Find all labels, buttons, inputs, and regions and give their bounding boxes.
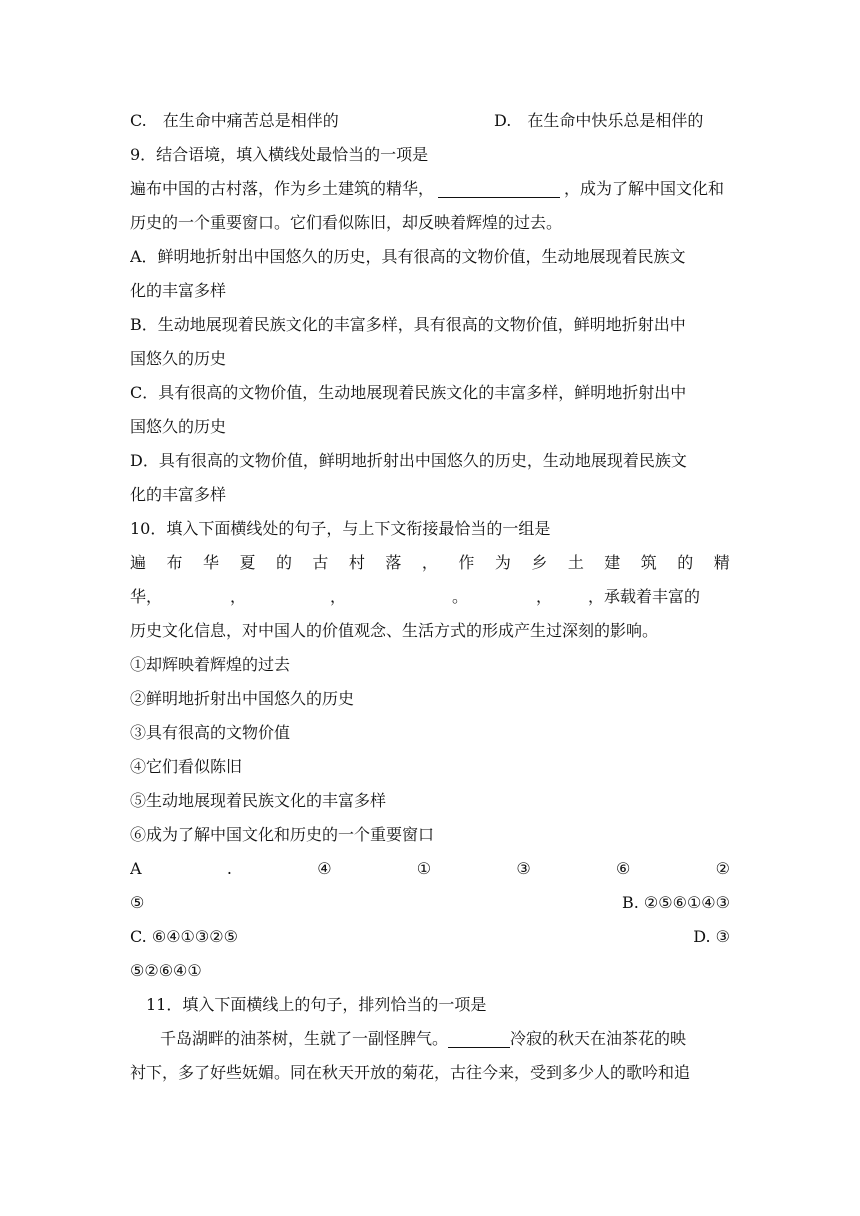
q9-option-a-line-2: 化的丰富多样 [130,281,227,300]
q9-option-b-line-2: 国悠久的历史 [130,349,227,368]
q10-answer-line-1 [130,852,730,886]
q9-passage-text-b: ，成为了解中国文化和 [564,179,725,198]
q10-blank-sep: 华， [130,587,163,606]
q10-answer-line-3 [130,920,730,954]
q11-passage-line-2: 衬下，多了好些妩媚。同在秋天开放的菊花，古往今来，受到多少人的歌吟和追 [130,1063,691,1082]
q9-option-b-line-1: B．生动地展现着民族文化的丰富多样，具有很高的文物价值，鲜明地折射出中 [130,315,686,334]
q10-answer-token: ⑤ [130,893,145,912]
q10-char: 华 [202,553,219,572]
q10-item-2: ②鲜明地折射出中国悠久的历史 [130,689,355,708]
q10-blank-sep: ， [330,587,347,606]
q10-char: 的 [275,553,292,572]
q10-char: 为 [494,553,511,572]
q9-passage-text-a: 遍布中国的古村落，作为乡土建筑的精华， [130,179,435,198]
q11-answer-blank [448,1025,510,1048]
q10-answer-token: ④ [317,859,332,878]
q10-blank-sep: 。 [452,587,469,606]
q10-char: 的 [677,553,694,572]
q10-answer-token: A [130,859,142,878]
q10-answer-option-d: D. ③ [693,927,730,946]
q10-item-5: ⑤生动地展现着民族文化的丰富多样 [130,791,387,810]
q9-answer-blank [438,175,560,198]
q10-blank-sep: ，承载着丰富的 [588,587,701,606]
q10-answer-token: ③ [516,859,531,878]
q11-passage-text-b: 冷寂的秋天在油茶花的映 [510,1029,687,1048]
q10-char: 精 [713,553,730,572]
q8-options-row [130,104,730,138]
q10-char: 土 [567,553,584,572]
q10-item-3: ③具有很高的文物价值 [130,723,291,742]
q10-passage-line-3: 历史文化信息，对中国人的价值观念、生活方式的形成产生过深刻的影响。 [130,621,659,640]
q9-option-c-line-1: C．具有很高的文物价值，生动地展现着民族文化的丰富多样，鲜明地折射出中 [130,383,687,402]
q10-blank-sep: ， [536,587,553,606]
q10-answer-token: ⑥ [616,859,631,878]
q9-option-d-line-2: 化的丰富多样 [130,485,227,504]
q8-option-d: D. 在生命中快乐总是相伴的 [494,111,704,130]
q10-answer-option-c: C. ⑥④①③②⑤ [130,927,238,946]
q10-char: 作 [458,553,475,572]
q10-char: 村 [348,553,365,572]
q10-char: 乡 [531,553,548,572]
q10-answer-token: ② [715,859,730,878]
q11-stem: 11．填入下面横线上的句子，排列恰当的一项是 [146,995,487,1014]
q10-passage-line-2 [130,580,730,614]
q10-answer-line-4: ⑤②⑥④① [130,961,202,980]
q9-stem: 9．结合语境，填入横线处最恰当的一项是 [130,145,429,164]
q10-answer-option-b: B. ②⑤⑥①④③ [622,893,730,912]
q10-char: 遍 [130,553,147,572]
q10-item-4: ④它们看似陈旧 [130,757,243,776]
q10-char: ， [421,553,438,572]
q10-item-6: ⑥成为了解中国文化和历史的一个重要窗口 [130,825,435,844]
q9-option-d-line-1: D．具有很高的文物价值，鲜明地折射出中国悠久的历史，生动地展现着民族文 [130,451,687,470]
q10-blank-sep: ， [230,587,247,606]
q9-option-a-line-1: A．鲜明地折射出中国悠久的历史，具有很高的文物价值，生动地展现着民族文 [130,247,686,266]
q10-answer-line-2 [130,886,730,920]
q10-char: 落 [385,553,402,572]
q10-answer-token: ① [416,859,432,878]
q10-char: 布 [166,553,183,572]
q10-passage-line-1 [130,546,730,580]
q10-char: 建 [604,553,621,572]
q10-char: 古 [312,553,329,572]
q9-passage-line-1 [130,172,730,206]
q10-char: 夏 [239,553,256,572]
q10-item-1: ①却辉映着辉煌的过去 [130,655,291,674]
q11-passage-line-1 [160,1022,730,1056]
q10-answer-token: . [226,859,232,878]
q10-stem: 10．填入下面横线处的句子，与上下文衔接最恰当的一组是 [130,519,551,538]
q11-passage-text-a: 千岛湖畔的油茶树，生就了一副怪脾气。 [160,1029,449,1048]
q8-option-c: C. 在生命中痛苦总是相伴的 [130,111,339,130]
q9-passage-line-2: 历史的一个重要窗口。它们看似陈旧，却反映着辉煌的过去。 [130,213,563,232]
q9-option-c-line-2: 国悠久的历史 [130,417,227,436]
q10-char: 筑 [640,553,657,572]
